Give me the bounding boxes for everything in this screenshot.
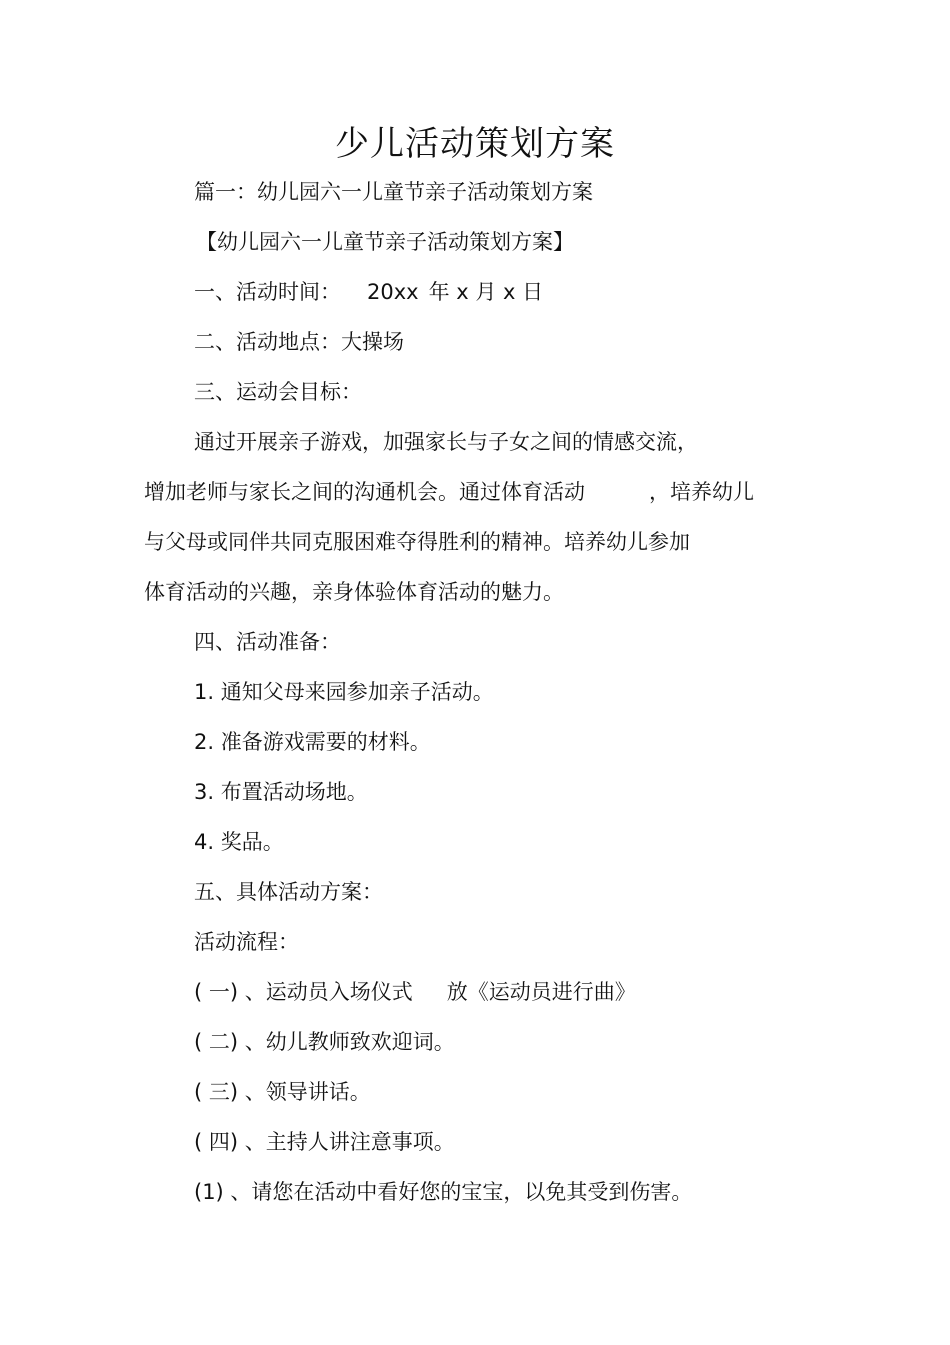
bracket-title: 【幼儿园六一儿童节亲子活动策划方案】 (196, 230, 574, 254)
goal-paragraph-line-4: 体育活动的兴趣，亲身体验体育活动的魅力。 (144, 580, 564, 604)
activity-time-date: 年 x 月 x 日 (428, 280, 544, 304)
activity-place: 二、活动地点：大操场 (194, 330, 404, 354)
flow-item-2: ( 二) 、幼儿教师致欢迎词。 (194, 1030, 455, 1054)
goal-paragraph-line-3: 与父母或同伴共同克服困难夺得胜利的精神。培养幼儿参加 (144, 530, 690, 554)
flow-item-1-part-b: 放《运动员进行曲》 (446, 980, 636, 1004)
section-heading: 篇一：幼儿园六一儿童节亲子活动策划方案 (194, 180, 593, 204)
flow-item-3: ( 三) 、领导讲话。 (194, 1080, 371, 1104)
goal-paragraph-line-2-part-a: 增加老师与家长之间的沟通机会。通过体育活动 (144, 480, 585, 504)
flow-heading: 活动流程： (194, 930, 299, 954)
activity-time-label: 一、活动时间： (194, 280, 341, 304)
goal-paragraph-line-2-part-b: ，培养幼儿 (649, 480, 754, 504)
prep-item: 1. 通知父母来园参加亲子活动。 (194, 680, 494, 704)
goal-paragraph-line-2 (144, 478, 754, 506)
flow-item-4: ( 四) 、主持人讲注意事项。 (194, 1130, 455, 1154)
plan-heading: 五、具体活动方案： (194, 880, 383, 904)
prep-item: 4. 奖品。 (194, 830, 284, 854)
activity-time-line (194, 278, 543, 306)
activity-time-year: 20xx (367, 280, 419, 304)
flow-item-1-part-a: ( 一) 、运动员入场仪式 (194, 980, 413, 1004)
prep-item: 3. 布置活动场地。 (194, 780, 368, 804)
note-1: (1) 、请您在活动中看好您的宝宝，以免其受到伤害。 (194, 1180, 693, 1204)
goal-heading: 三、运动会目标： (194, 380, 362, 404)
goal-paragraph-line-1: 通过开展亲子游戏，加强家长与子女之间的情感交流， (194, 430, 698, 454)
prep-item: 2. 准备游戏需要的材料。 (194, 730, 431, 754)
flow-item-1 (194, 978, 636, 1006)
prep-heading: 四、活动准备： (194, 630, 341, 654)
document-title: 少儿活动策划方案 (335, 124, 615, 164)
